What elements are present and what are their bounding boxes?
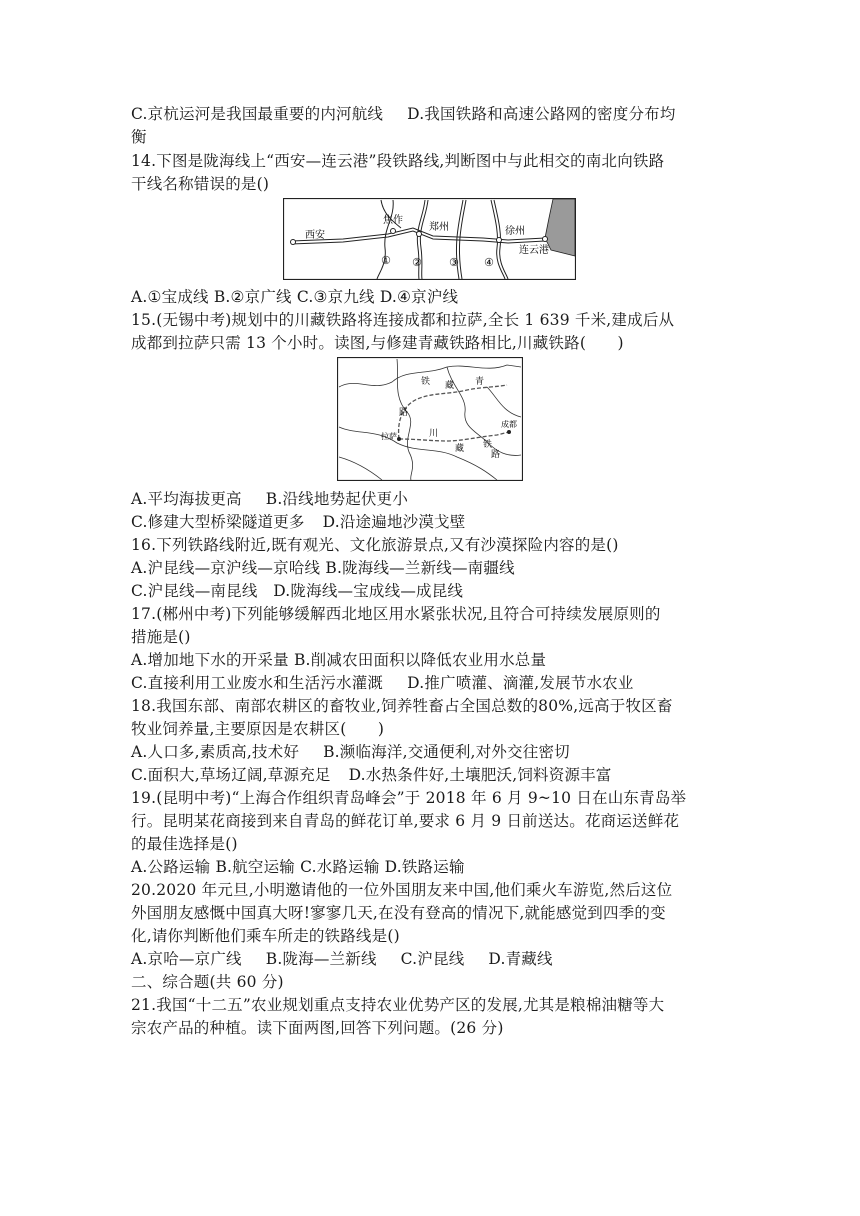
q16-options-cd: C.沪昆线—南昆线 D.陇海线—宝成线—成昆线 — [131, 582, 464, 600]
label-2: ② — [412, 256, 422, 269]
q20-stem-line-2: 外国朋友感慨中国真大呀!寥寥几天,在没有登高的情况下,就能感觉到四季的变 — [131, 904, 666, 922]
label-chengdu: 成都 — [501, 420, 517, 429]
q19-stem-line-2: 行。昆明某花商接到来自青岛的鲜花订单,要求 6 月 9 日前送达。花商运送鲜花 — [131, 812, 680, 830]
q15-options-ab — [131, 488, 731, 511]
label-tie-2: 铁 — [483, 440, 493, 450]
q20-stem-line-3: 化,请你判断他们乘车所走的铁路线是() — [131, 927, 400, 945]
section-heading: 二、综合题(共 60 分) — [131, 973, 284, 991]
xuzhou-dot — [497, 238, 502, 243]
q21-stem-line-2: 宗农产品的种植。读下面两图,回答下列问题。(26 分) — [131, 1019, 504, 1037]
q16-options-ab: A.沪昆线—京沪线—京哈线 B.陇海线—兰新线—南疆线 — [131, 559, 515, 577]
q18-option-a: A.人口多,素质高,技术好 — [131, 743, 300, 761]
q17-option-c: C.直接利用工业废水和生活污水灌溉 — [131, 674, 384, 692]
q20-option-a: A.京哈—京广线 — [131, 950, 242, 968]
q17-options-ab: A.增加地下水的开采量 B.削减农田面积以降低农业用水总量 — [131, 651, 547, 669]
q18-stem-line-2: 牧业饲养量,主要原因是农耕区( ) — [131, 720, 385, 738]
q20-option-b: B.陇海—兰新线 — [265, 950, 377, 968]
q19-options: A.公路运输 B.航空运输 C.水路运输 D.铁路运输 — [131, 858, 465, 876]
label-zhengzhou: 郑州 — [429, 222, 449, 233]
q15-option-b: B.沿线地势起伏更小 — [265, 490, 409, 508]
q14-options: A.①宝成线 B.②京广线 C.③京九线 D.④京沪线 — [131, 288, 459, 306]
xian-dot — [291, 240, 296, 245]
q15-map-svg — [337, 357, 523, 481]
label-lasa: 拉萨 — [381, 432, 397, 441]
q15-sichuan-tibet-map — [337, 357, 523, 481]
worksheet-page — [131, 103, 731, 196]
label-lu-2: 路 — [491, 450, 501, 460]
zhengzhou-dot — [417, 232, 422, 237]
q14-stem-line-1: 14.下图是陇海线上“西安—连云港”段铁路线,判断图中与此相交的南北向铁路 — [131, 152, 665, 170]
lianyungang-dot — [543, 237, 548, 242]
chengdu-dot — [507, 430, 511, 434]
q17-options-cd — [131, 672, 731, 695]
label-3: ③ — [449, 256, 459, 269]
label-chuan: 川 — [429, 429, 439, 439]
q18-option-c: C.面积大,草场辽阔,草源充足 — [131, 766, 331, 784]
q13-option-c: C.京杭运河是我国最重要的内河航线 — [131, 105, 384, 123]
q13-option-d-continued: 衡 — [131, 128, 147, 146]
worksheet-section-3 — [131, 488, 731, 1040]
q18-option-d: D.水热条件好,土壤肥沃,饲料资源丰富 — [348, 766, 612, 784]
label-lu: 路 — [399, 408, 409, 418]
label-xian: 西安 — [305, 230, 325, 241]
jiaozuo-dot — [391, 229, 396, 234]
q17-stem-line-1: 17.(郴州中考)下列能够缓解西北地区用水紧张状况,且符合可持续发展原则的 — [131, 605, 661, 623]
label-zang-2: 藏 — [455, 444, 465, 454]
q17-option-d: D.推广喷灌、滴灌,发展节水农业 — [407, 674, 634, 692]
q20-option-d: D.青藏线 — [488, 950, 553, 968]
q15-options-cd — [131, 511, 731, 534]
q15-option-a: A.平均海拔更高 — [131, 490, 242, 508]
label-lianyungang: 连云港 — [519, 245, 549, 256]
q18-option-b: B.濒临海洋,交通便利,对外交往密切 — [323, 743, 570, 761]
q18-options-ab — [131, 741, 731, 764]
q19-stem-line-1: 19.(昆明中考)“上海合作组织青岛峰会”于 2018 年 6 月 9~10 日在山东青岛举 — [131, 789, 687, 807]
label-qing: 青 — [475, 377, 485, 387]
q15-stem-line-1: 15.(无锡中考)规划中的川藏铁路将连接成都和拉萨,全长 1 639 千米,建成后从 — [131, 311, 675, 329]
q14-map-svg — [283, 198, 576, 280]
q14-railway-map — [283, 198, 576, 280]
q20-option-c: C.沪昆线 — [400, 950, 465, 968]
q16-stem: 16.下列铁路线附近,既有观光、文化旅游景点,又有沙漠探险内容的是() — [131, 536, 619, 554]
worksheet-section-2 — [131, 286, 731, 355]
q20-options — [131, 948, 731, 971]
q14-stem-line-2: 干线名称错误的是() — [131, 175, 270, 193]
label-tie: 铁 — [421, 377, 431, 387]
label-4: ④ — [484, 256, 494, 269]
label-1: ① — [381, 254, 391, 267]
label-xuzhou: 徐州 — [505, 226, 525, 237]
lasa-dot — [397, 437, 401, 441]
q21-stem-line-1: 21.我国“十二五”农业规划重点支持农业优势产区的发展,尤其是粮棉油糖等大 — [131, 996, 665, 1014]
q15-stem-line-2: 成都到拉萨只需 13 个小时。读图,与修建青藏铁路相比,川藏铁路( ) — [131, 334, 624, 352]
q15-option-d: D.沿途遍地沙漠戈壁 — [322, 513, 466, 531]
q19-stem-line-3: 的最佳选择是() — [131, 835, 238, 853]
q17-stem-line-2: 措施是() — [131, 628, 191, 646]
q13-options-line — [131, 103, 731, 126]
q18-options-cd — [131, 764, 731, 787]
label-jiaozuo: 焦作 — [383, 215, 403, 226]
q18-stem-line-1: 18.我国东部、南部农耕区的畜牧业,饲养牲畜占全国总数的80%,远高于牧区畜 — [131, 697, 673, 715]
label-zang: 藏 — [445, 381, 455, 391]
q13-option-d: D.我国铁路和高速公路网的密度分布均 — [407, 105, 676, 123]
q20-stem-line-1: 20.2020 年元旦,小明邀请他的一位外国朋友来中国,他们乘火车游览,然后这位 — [131, 881, 673, 899]
q15-option-c: C.修建大型桥梁隧道更多 — [131, 513, 305, 531]
